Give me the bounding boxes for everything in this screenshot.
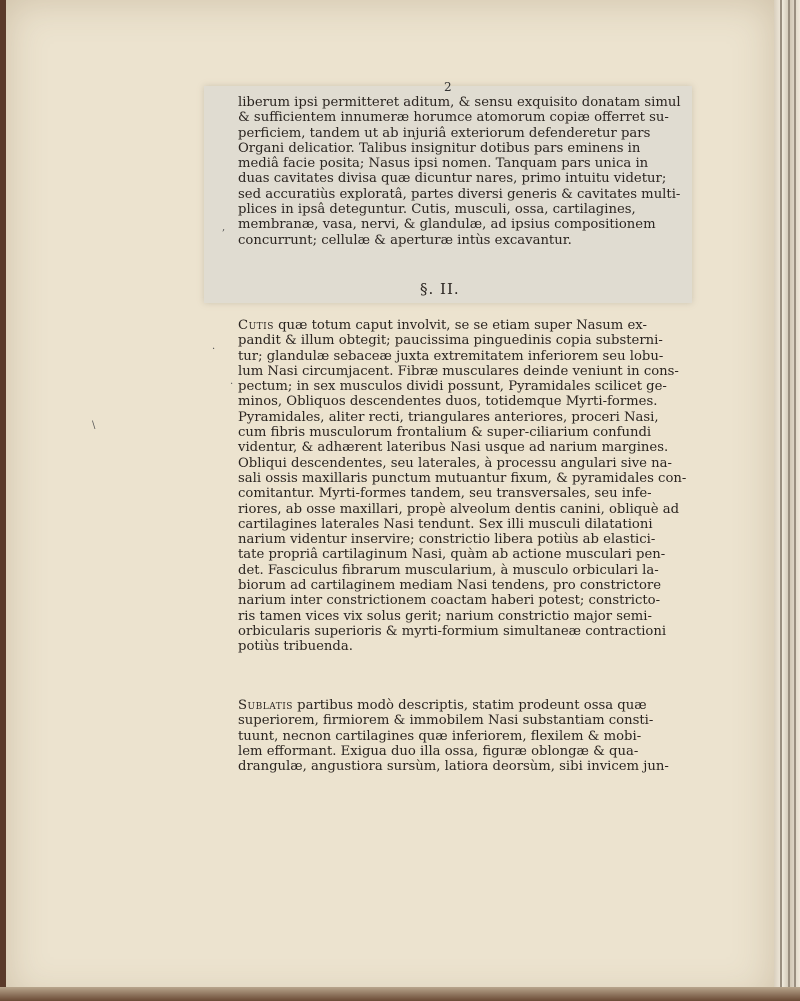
page-number: 2 [444,80,452,94]
text-line: videntur, & adhærent lateribus Nasi usque ad narium margines. [238,440,669,456]
page-edge-stack [774,0,800,1001]
drop-word: Cutis [238,318,274,333]
margin-mark: . [230,376,234,387]
text-line: Pyramidales, aliter recti, triangulares anteriores, proceri Nasi, [238,409,659,425]
margin-mark: , [222,222,226,233]
text-line: Obliqui descendentes, seu laterales, à processu angulari sive na- [238,455,672,471]
drop-word: Sublatis [238,698,293,713]
paragraph-3-first-line [238,698,666,713]
margin-mark: \ [92,420,96,431]
page-edge-line [794,0,796,1001]
text-line: det. Fasciculus fibrarum muscularium, à musculo orbiculari la- [238,562,659,578]
text-line: drangulæ, angustiora sursùm, latiora deorsùm, sibi invicem jun- [238,759,669,775]
text-line: narium inter constrictionem coactam haberi potest; constricto- [238,593,661,609]
text-line: biorum ad cartilaginem mediam Nasi tendens, pro constrictore [238,578,662,594]
text-line: tuunt, necnon cartilagines quæ inferiorem, flexilem & mobi- [238,728,642,744]
text-line: cartilagines laterales Nasi tendunt. Sex illi musculi dilatationi [238,516,653,532]
text-line: plices in ipsâ deteguntur. Cutis, musculi, ossa, cartilagines, [238,202,636,218]
first-line-rest: quæ totum caput involvit, se se etiam super Nasum ex- [273,318,647,333]
first-line-rest: partibus modò descriptis, statim prodeunt ossa quæ [292,698,647,713]
text-line: lum Nasi circumjacent. Fibræ musculares deinde veniunt in cons- [238,363,679,379]
text-line: & sufficientem innumeræ horumce atomorum copiæ offerret su- [238,110,669,126]
page-edge-line [788,0,790,1001]
text-line: lem efformant. Exigua duo illa ossa, figuræ oblongæ & qua- [238,743,639,759]
text-line: cum fibris musculorum frontalium & super-ciliarium confundi [238,425,652,441]
text-line: duas cavitates divisa quæ dicuntur nares, primo intuitu videtur; [238,171,667,187]
text-line: pectum; in sex musculos dividi possunt, Pyramidales scilicet ge- [238,379,667,395]
text-line: riores, ab osse maxillari, propè alveolum dentis canini, obliquè ad [238,501,680,517]
paragraph-2 [238,318,687,655]
margin-mark: · [212,344,216,355]
text-line: sed accuratiùs exploratâ, partes diversi generis & cavitates multi- [238,186,681,202]
text-line: minos, Obliquos descendentes duos, totidemque Myrti-formes. [238,394,658,410]
text-line: pandit & illum obtegit; paucissima pinguedinis copia substerni- [238,333,663,349]
text-line: ris tamen vices vix solus gerit; narium constrictio major semi- [238,608,652,624]
paragraph-1 [238,95,681,248]
text-line: comitantur. Myrti-formes tandem, seu transversales, seu infe- [238,486,652,502]
text-line: narium videntur inservire; constrictio libera potiùs ab elastici- [238,532,656,548]
text-line: liberum ipsi permitteret aditum, & sensu exquisito donatam simul [238,95,681,110]
text-line: sali ossis maxillaris punctum mutuantur fixum, & pyramidales con- [238,470,687,486]
paragraph-2-first-line [238,318,666,333]
book-bottom-edge [0,987,800,1001]
text-line: concurrunt; cellulæ & aperturæ intùs excavantur. [238,232,572,248]
text-line: membranæ, vasa, nervi, & glandulæ, ad ipsius compositionem [238,217,656,233]
text-line: tate propriâ cartilaginum Nasi, quàm ab actione musculari pen- [238,547,666,563]
text-line: orbicularis superioris & myrti-formium simultaneæ contractioni [238,623,667,639]
page-edge-line [780,0,782,1001]
section-heading: §. II. [420,280,460,298]
text-line: perficiem, tandem ut ab injuriâ exteriorum defenderetur pars [238,125,651,141]
text-line: superiorem, firmiorem & immobilem Nasi substantiam consti- [238,713,654,729]
text-line: potiùs tribuenda. [238,639,353,655]
text-line: tur; glandulæ sebaceæ juxta extremitatem inferiorem seu lobu- [238,348,664,364]
text-line: Organi delicatior. Talibus insignitur dotibus pars eminens in [238,140,641,156]
text-line: mediâ facie posita; Nasus ipsi nomen. Tanquam pars unica in [238,156,649,172]
paragraph-3 [238,698,669,775]
